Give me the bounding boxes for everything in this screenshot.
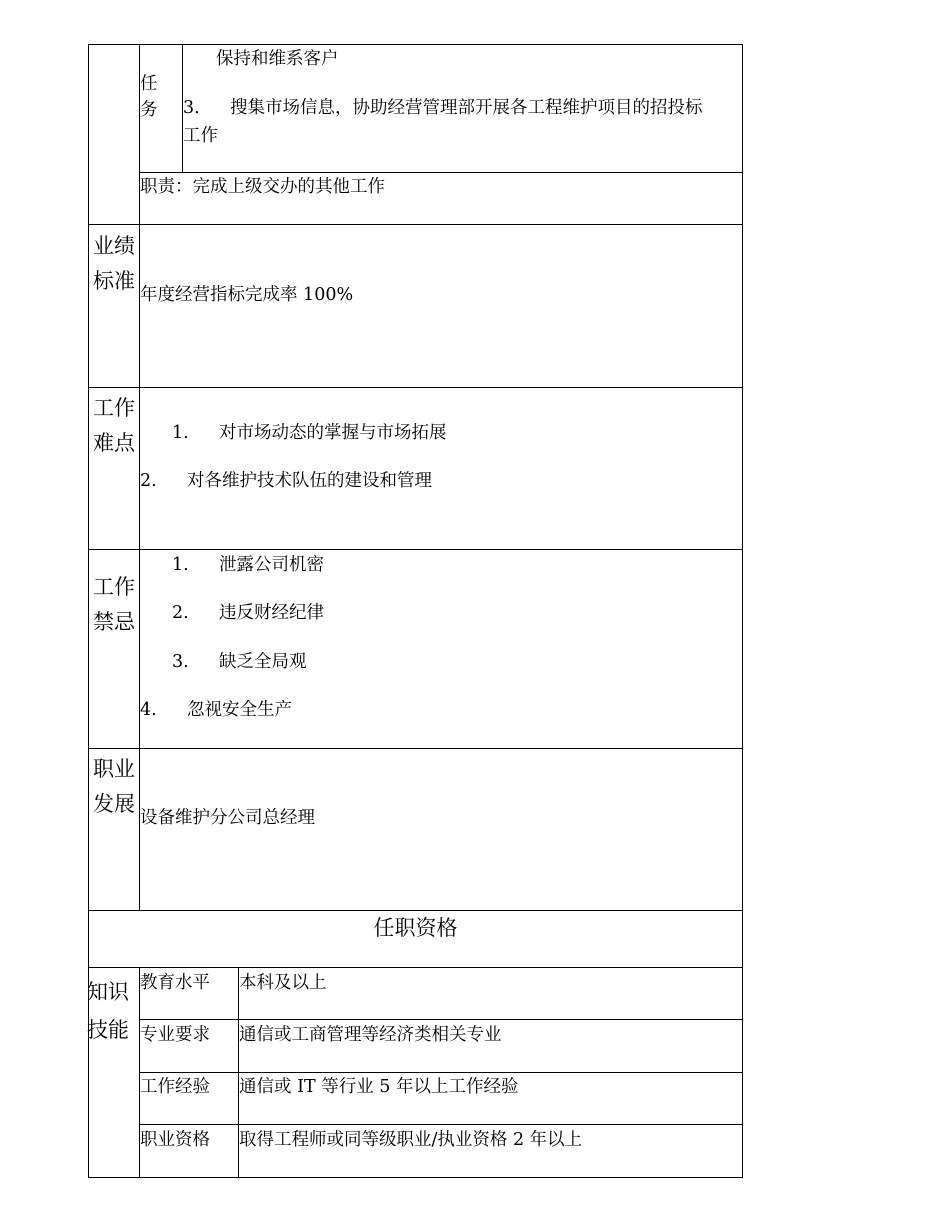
row-divider-performance xyxy=(88,387,743,388)
row-divider-taboos xyxy=(88,748,743,749)
career-text: 设备维护分公司总经理 xyxy=(140,808,315,828)
task-item-3-continued: 工作 xyxy=(183,126,218,146)
taboo-item-text: 违反财经纪律 xyxy=(219,603,324,623)
difficulties-label: 工作难点 xyxy=(93,396,135,455)
row-divider-qualification xyxy=(88,967,743,968)
taboo-item xyxy=(172,650,307,674)
knowledge-value: 本科及以上 xyxy=(239,973,327,993)
task-item-3-number: 3. xyxy=(183,98,200,118)
task-item-3-text: 搜集市场信息，协助经营管理部开展各工程维护项目的招投标 xyxy=(230,98,703,118)
knowledge-key: 教育水平 xyxy=(140,973,210,993)
table-border-top xyxy=(88,44,743,45)
taboo-item xyxy=(172,553,324,577)
row-divider-education xyxy=(139,1019,743,1020)
difficulty-item-number: 1. xyxy=(172,423,189,443)
taboo-item-text: 忽视安全生产 xyxy=(187,700,292,720)
knowledge-key: 专业要求 xyxy=(140,1025,210,1045)
taboo-item xyxy=(140,698,292,722)
taboo-item-text: 缺乏全局观 xyxy=(219,652,307,672)
row-divider-tasks xyxy=(139,172,743,173)
knowledge-value: 取得工程师或同等级职业/执业资格 2 年以上 xyxy=(239,1130,583,1150)
taboo-item-number: 3. xyxy=(172,652,189,672)
tasks-label: 任务 xyxy=(140,74,158,120)
performance-label: 业绩标准 xyxy=(93,234,135,293)
knowledge-key: 职业资格 xyxy=(140,1130,210,1150)
row-divider-career xyxy=(88,910,743,911)
difficulty-item xyxy=(140,469,432,493)
taboo-item-text: 泄露公司机密 xyxy=(219,555,324,575)
knowledge-label: 知识技能 xyxy=(87,980,129,1042)
knowledge-key: 工作经验 xyxy=(140,1077,210,1097)
table-border-right xyxy=(742,44,743,1178)
difficulty-item-number: 2. xyxy=(140,471,157,491)
taboo-item xyxy=(172,601,324,625)
duty-other: 职责：完成上级交办的其他工作 xyxy=(140,177,385,197)
qualification-title: 任职资格 xyxy=(373,916,458,940)
career-label: 职业发展 xyxy=(93,757,135,816)
taboos-label: 工作禁忌 xyxy=(93,575,135,634)
difficulty-item xyxy=(172,421,447,445)
task-line-keep-customers: 保持和维系客户 xyxy=(216,49,339,69)
table-border-bottom xyxy=(88,1177,743,1178)
taboo-item-number: 4. xyxy=(140,700,157,720)
row-divider-difficulties xyxy=(88,549,743,550)
performance-text: 年度经营指标完成率 100% xyxy=(140,285,354,305)
difficulty-item-text: 对各维护技术队伍的建设和管理 xyxy=(187,471,432,491)
knowledge-value: 通信或 IT 等行业 5 年以上工作经验 xyxy=(239,1077,519,1097)
row-divider-experience xyxy=(139,1124,743,1125)
taboo-item-number: 1. xyxy=(172,555,189,575)
task-item-3 xyxy=(183,96,703,120)
row-divider-major xyxy=(139,1072,743,1073)
row-divider-duty xyxy=(88,224,743,225)
taboo-item-number: 2. xyxy=(172,603,189,623)
difficulty-item-text: 对市场动态的掌握与市场拓展 xyxy=(219,423,447,443)
knowledge-value: 通信或工商管理等经济类相关专业 xyxy=(239,1025,502,1045)
